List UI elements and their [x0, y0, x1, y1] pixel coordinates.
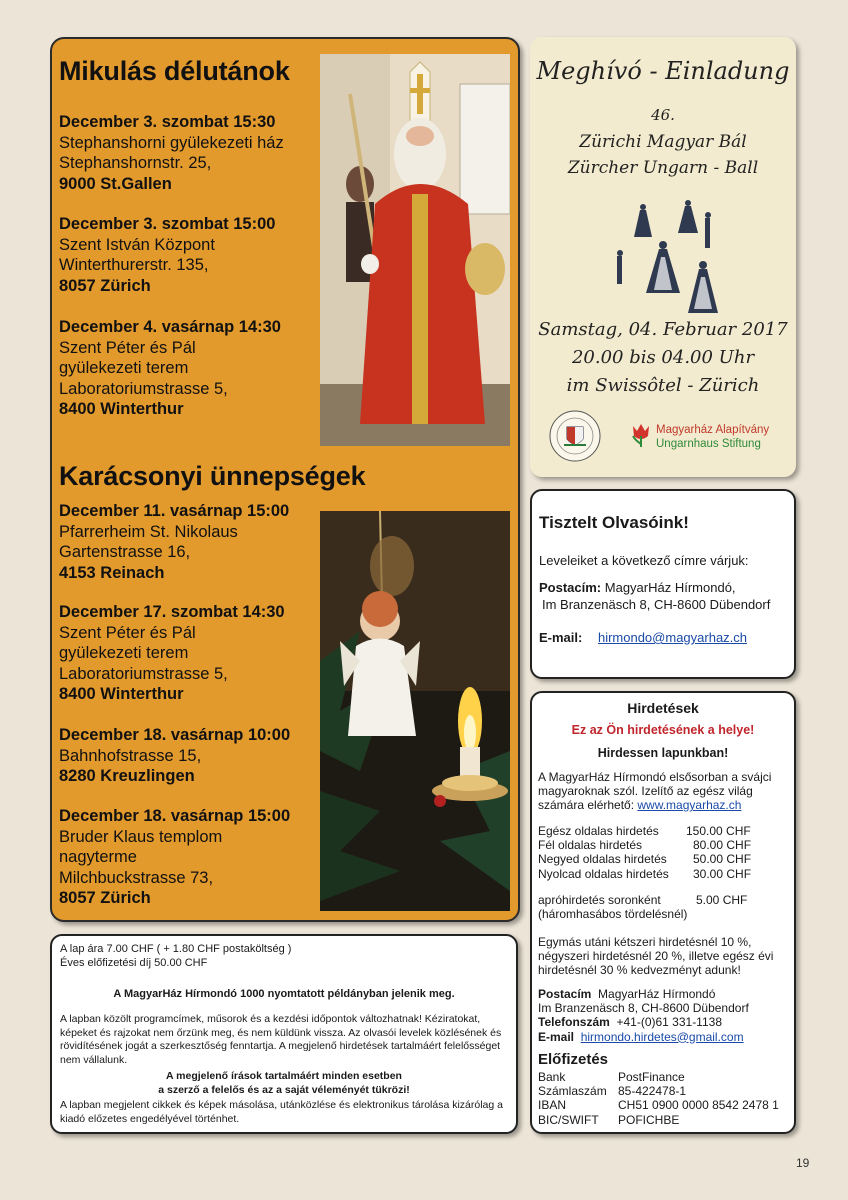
ads-post-label: Postacím — [538, 987, 592, 1001]
price-line: A lap ára 7.00 CHF ( + 1.80 CHF postaköltség ) — [60, 943, 292, 955]
price-value: 30.00 CHF — [693, 866, 752, 881]
event-line: Stephanshorni gyülekezeti ház — [59, 133, 284, 152]
responsibility-line-2: a szerző a felelős és az a saját véleményét tükrözi! — [158, 1083, 410, 1096]
event-line: Szent István Központ — [59, 235, 215, 254]
invite-heading: Meghívó - Einladung — [536, 57, 790, 85]
event-date: December 18. vasárnap 15:00 — [59, 807, 291, 825]
event-item — [59, 501, 289, 583]
tulip-logo-icon — [630, 422, 652, 453]
event-item — [59, 317, 281, 420]
responsibility-line-1: A megjelenő írások tartalmáért minden esetben — [166, 1070, 402, 1082]
ads-website-link[interactable]: www.magyarhaz.ch — [637, 798, 742, 813]
readers-email-row — [539, 630, 747, 645]
event-line: nagyterme — [59, 848, 137, 866]
ads-email-link[interactable]: hirmondo.hirdetes@gmail.com — [580, 1029, 744, 1044]
ads-subtitle: Hirdessen lapunkban! — [597, 746, 729, 760]
stiftung-logo-text — [656, 423, 769, 451]
event-date: December 4. vasárnap 14:30 — [59, 318, 281, 336]
logo-line-2: Ungarnhaus Stiftung — [656, 438, 761, 450]
event-item — [59, 725, 290, 787]
event-item — [59, 602, 285, 705]
event-line: Milchbuckstrasse 73, — [59, 868, 214, 887]
ads-intro-text: A MagyarHáz Hírmondó elsősorban a svájci magyaroknak szól. Izelítő az egész világ számára elérhető: — [538, 770, 772, 813]
price-row — [538, 852, 788, 866]
santa-photo — [320, 54, 510, 446]
ball-invitation — [530, 37, 796, 477]
event-city: 8057 Zürich — [59, 889, 151, 907]
bank-value: POFICHBE — [618, 1112, 680, 1127]
bank-label: BIC/SWIFT — [538, 1112, 599, 1127]
event-line: Bruder Klaus templom — [59, 827, 223, 846]
readers-email-link[interactable]: hirmondo@magyarhaz.ch — [597, 630, 748, 645]
event-city: 8400 Winterthur — [59, 685, 184, 703]
event-date: December 3. szombat 15:00 — [59, 215, 276, 233]
event-line: gyülekezeti terem — [59, 359, 189, 377]
disclaimer-2: A lapban megjelent cikkek és képek másolása, utánközlése és elektronikus tárolása kizárólag a kiadó előzetes engedélyével történhet. — [60, 1099, 503, 1125]
invite-ball-de: Zürcher Ungarn - Ball — [567, 158, 759, 178]
event-city: 4153 Reinach — [59, 563, 165, 582]
disclaimer-1: A lapban közölt programcímek, műsorok és a kezdési időpontok változhatnak! Kéziratokat, képeket és rajzokat nem őrzünk meg, és nem küldünk vissza. Az olvasói levelek közlésének és rövidítésének jogát a szerkesztőség fenntartja. A megjelenő hirdetések tartalmáért felelősséget nem vállalunk. — [60, 1013, 502, 1066]
email-label: E-mail: — [539, 630, 583, 645]
ads-line-price — [538, 893, 788, 921]
price-label: Negyed oldalas hirdetés — [538, 852, 667, 867]
ads-price-list — [538, 824, 788, 881]
event-line: Pfarrerheim St. Nikolaus — [59, 522, 238, 541]
event-city: 8400 Winterthur — [59, 400, 184, 418]
post-line-1: MagyarHáz Hírmondó, — [604, 580, 736, 595]
event-line: Laboratoriumstrasse 5, — [59, 379, 228, 398]
bank-value: PostFinance — [618, 1070, 685, 1084]
ads-intro — [538, 770, 788, 813]
karacsony-title: Karácsonyi ünnepségek — [59, 461, 366, 491]
ungarn-verein-seal — [548, 409, 602, 468]
invite-date: Samstag, 04. Februar 2017 — [538, 319, 788, 340]
mikulas-title: Mikulás délutánok — [59, 56, 290, 86]
event-line: Bahnhofstrasse 15, — [59, 746, 202, 765]
event-line: Stephanshornstr. 25, — [59, 154, 212, 172]
bank-label: Számlaszám — [538, 1084, 607, 1099]
event-line: Szent Péter és Pál — [59, 623, 196, 642]
event-line: Szent Péter és Pál — [59, 338, 196, 357]
price-row — [538, 867, 788, 881]
price-label: Nyolcad oldalas hirdetés — [538, 866, 669, 881]
event-item — [59, 112, 284, 194]
line-price-value: 5.00 CHF — [696, 893, 748, 907]
event-line: Winterthurerstr. 135, — [59, 256, 209, 274]
post-line-2: Im Branzenäsch 8, CH-8600 Dübendorf — [542, 597, 771, 612]
invite-number: 46. — [651, 106, 675, 124]
event-line: Gartenstrasse 16, — [59, 543, 191, 561]
event-city: 9000 St.Gallen — [59, 174, 172, 193]
event-date: December 18. vasárnap 10:00 — [59, 726, 291, 744]
price-value: 80.00 CHF — [693, 838, 752, 853]
price-value: 150.00 CHF — [686, 824, 751, 838]
event-date: December 3. szombat 15:30 — [59, 113, 276, 131]
annual-line: Éves előfizetési díj 50.00 CHF — [60, 957, 208, 969]
event-date: December 11. vasárnap 15:00 — [59, 502, 290, 520]
event-line: gyülekezeti terem — [59, 644, 189, 662]
bank-details — [538, 1070, 793, 1127]
ads-title: Hirdetések — [627, 700, 699, 716]
bank-label: Bank — [538, 1070, 566, 1084]
page-number: 19 — [796, 1156, 810, 1170]
post-label: Postacím: — [539, 580, 602, 595]
event-city: 8057 Zürich — [59, 276, 151, 295]
price-row — [538, 838, 788, 852]
price-row — [538, 824, 788, 838]
logo-line-1: Magyarház Alapítvány — [656, 424, 770, 436]
events-panel — [50, 37, 520, 922]
ads-contact — [538, 987, 793, 1044]
bank-label: IBAN — [538, 1098, 567, 1113]
readers-address — [539, 579, 770, 613]
price-value: 50.00 CHF — [693, 852, 752, 867]
bank-value: CH51 0900 0000 8542 2478 1 — [618, 1098, 779, 1113]
invite-place: im Swissôtel - Zürich — [566, 375, 760, 396]
line-price-note: (háromhasábos tördelésnél) — [538, 907, 688, 922]
ads-email-label: E-mail — [538, 1029, 575, 1044]
event-line: Laboratoriumstrasse 5, — [59, 664, 228, 683]
price-label: Fél oldalas hirdetés — [538, 838, 643, 853]
ads-post-address: Im Branzenäsch 8, CH-8600 Dübendorf — [538, 1001, 749, 1016]
subscription-title: Előfizetés — [538, 1051, 609, 1068]
ads-phone-label: Telefonszám — [538, 1015, 610, 1030]
event-city: 8280 Kreuzlingen — [59, 767, 195, 785]
readers-title: Tisztelt Olvasóink! — [539, 513, 689, 532]
christmas-photo — [320, 511, 510, 911]
event-date: December 17. szombat 14:30 — [59, 603, 285, 621]
bank-value: 85-422478-1 — [618, 1084, 687, 1099]
price-info — [60, 942, 291, 970]
print-run: A MagyarHáz Hírmondó 1000 nyomtatott példányban jelenik meg. — [113, 988, 455, 1000]
invite-time: 20.00 bis 04.00 Uhr — [571, 347, 755, 368]
publication-info-box — [50, 934, 518, 1134]
event-item — [59, 806, 290, 909]
responsibility-note — [52, 1070, 516, 1097]
event-item — [59, 214, 275, 296]
line-price-label: apróhirdetés soronként — [538, 893, 661, 907]
invite-ball-hu: Zürichi Magyar Bál — [579, 132, 747, 152]
readers-box — [530, 489, 796, 679]
ads-slogan: Ez az Ön hirdetésének a helye! — [571, 723, 755, 737]
price-label: Egész oldalas hirdetés — [538, 824, 659, 838]
ads-box — [530, 691, 796, 1134]
ads-post-value: MagyarHáz Hírmondó — [598, 987, 716, 1001]
readers-intro: Leveleiket a következő címre várjuk: — [539, 553, 749, 568]
ads-phone-value: +41-(0)61 331-1138 — [616, 1015, 722, 1030]
dancers-illustration — [608, 195, 728, 325]
ads-discount: Egymás utáni kétszeri hirdetésnél 10 %, négyszeri hirdetésnél 20 %, illetve egész évi hirdetésnél 30 % kedvezményt adunk! — [538, 935, 774, 978]
